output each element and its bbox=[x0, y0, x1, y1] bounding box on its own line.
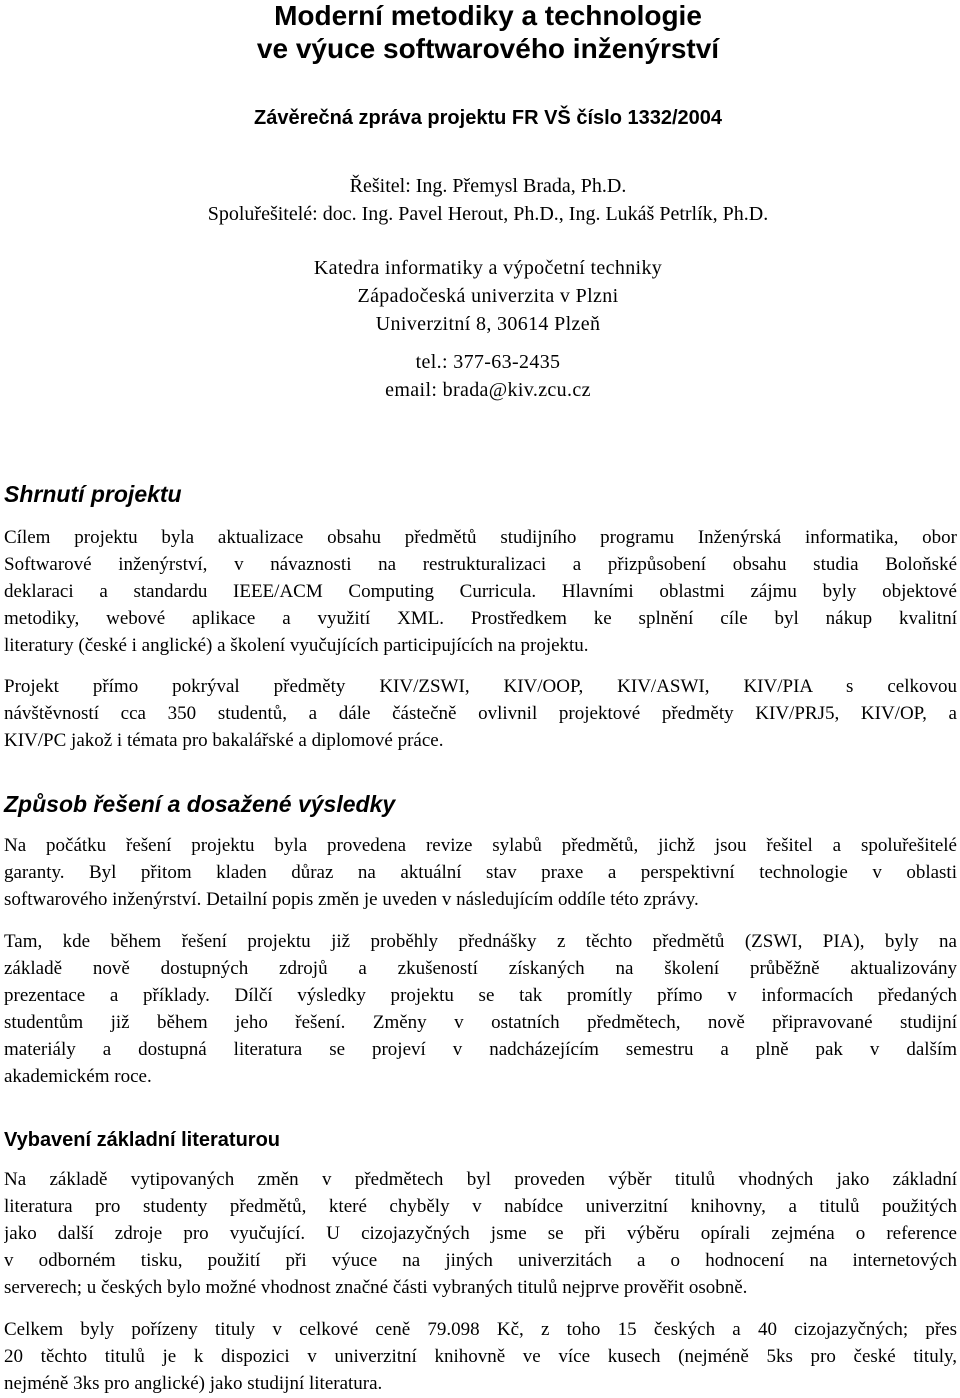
literature-paragraph-2 bbox=[4, 1316, 957, 1397]
email-line: email: brada@kiv.zcu.cz bbox=[385, 379, 591, 401]
literature-paragraph-1 bbox=[4, 1166, 957, 1301]
text-line: garanty. Byl přitom kladen důraz na aktuální stav praxe a perspektivní technologie v oblasti bbox=[4, 862, 957, 883]
cosolvers-line: Spoluřešitelé: doc. Ing. Pavel Herout, Ph.D., Ing. Lukáš Petrlík, Ph.D. bbox=[207, 203, 769, 225]
phone-line: tel.: 377-63-2435 bbox=[415, 351, 561, 373]
text-line: nejméně 3ks pro anglické) jako studijní literatura. bbox=[4, 1373, 383, 1394]
summary-paragraph-2 bbox=[4, 673, 957, 754]
text-line: serverech; u českých bylo možné vhodnost značné části vybraných titulů nejprve prověřit osobně. bbox=[4, 1277, 748, 1298]
text-line: studentům již během jeho řešení. Změny v ostatních předmětech, nově připravované studijní bbox=[4, 1012, 957, 1033]
report-subtitle: Závěrečná zpráva projektu FR VŠ číslo 1332/2004 bbox=[253, 107, 723, 129]
address-line: Univerzitní 8, 30614 Plzeň bbox=[375, 313, 601, 335]
document-title-line-1: Moderní metodiky a technologie bbox=[274, 0, 702, 31]
method-paragraph-1 bbox=[4, 832, 957, 913]
text-line: Tam, kde během řešení projektu již proběhly přednášky z těchto předmětů (ZSWI, PIA), byly na bbox=[4, 931, 957, 952]
method-heading: Způsob řešení a dosažené výsledky bbox=[4, 791, 396, 817]
text-line: materiály a dostupná literatura se projeví v nadcházejícím semestru a plně pak v dalším bbox=[4, 1039, 957, 1060]
text-line: základě nově dostupných zdrojů a zkušeností získaných na školení průběžně aktualizovány bbox=[4, 958, 957, 979]
text-line: Cílem projektu byla aktualizace obsahu předmětů studijního programu Inženýrská informatika, obor bbox=[4, 527, 957, 548]
summary-heading: Shrnutí projektu bbox=[4, 481, 182, 507]
solver-line: Řešitel: Ing. Přemysl Brada, Ph.D. bbox=[349, 175, 627, 197]
text-line: KIV/PC jakož i témata pro bakalářské a diplomové práce. bbox=[4, 730, 444, 751]
text-line: Na základě vytipovaných změn v předmětech byl proveden výběr titulů vhodných jako základní bbox=[4, 1169, 957, 1190]
text-line: Softwarové inženýrství, v návaznosti na restrukturalizaci a přizpůsobení obsahu studia Boloňské bbox=[4, 554, 957, 575]
text-line: Na počátku řešení projektu byla provedena revize sylabů předmětů, jichž jsou řešitel a spoluřešitelé bbox=[4, 835, 957, 856]
document-title-line-2: ve výuce softwarového inženýrství bbox=[256, 33, 720, 64]
summary-paragraph-1 bbox=[4, 524, 957, 659]
text-line: deklaraci a standardu IEEE/ACM Computing Curricula. Hlavními oblastmi zájmu byly objektové bbox=[4, 581, 957, 602]
text-line: Celkem byly pořízeny tituly v celkové ceně 79.098 Kč, z toho 15 českých a 40 cizojazyčných; přes bbox=[4, 1319, 957, 1340]
text-line: literatury (české i anglické) a školení vyučujících participujících na projektu. bbox=[4, 635, 589, 656]
department-line: Katedra informatiky a výpočetní techniky bbox=[313, 257, 663, 279]
literature-heading: Vybavení základní literaturou bbox=[4, 1129, 281, 1151]
text-line: literatura pro studenty předmětů, které chyběly v nabídce univerzitní knihovny, a titulů použitých bbox=[4, 1196, 957, 1217]
text-line: jako další zdroje pro vyučující. U cizojazyčných jsme se při výběru opírali zejména o reference bbox=[4, 1223, 957, 1244]
text-line: metodiky, webové aplikace a využití XML. Prostředkem ke splnění cíle byl nákup kvalitní bbox=[4, 608, 957, 629]
text-line: Projekt přímo pokrýval předměty KIV/ZSWI, KIV/OOP, KIV/ASWI, KIV/PIA s celkovou bbox=[4, 676, 957, 697]
text-line: 20 těchto titulů je k dispozici v univerzitní knihovně ve více kusech (nejméně 5ks pro české tituly, bbox=[4, 1346, 957, 1367]
university-line: Západočeská univerzita v Plzni bbox=[357, 285, 619, 307]
text-line: v odborném tisku, použití při výuce na jiných univerzitách a o hodnocení na internetových bbox=[4, 1250, 957, 1271]
text-line: návštěvností cca 350 studentů, a dále částečně ovlivnil projektové předměty KIV/PRJ5, KIV/OP, a bbox=[4, 703, 957, 724]
text-line: akademickém roce. bbox=[4, 1066, 152, 1087]
text-line: prezentace a příklady. Dílčí výsledky projektu se tak promítly přímo v informacích předaných bbox=[4, 985, 957, 1006]
text-line: softwarového inženýrství. Detailní popis změn je uveden v následujícím oddíle této zprávy. bbox=[4, 889, 699, 910]
method-paragraph-2 bbox=[4, 928, 957, 1090]
